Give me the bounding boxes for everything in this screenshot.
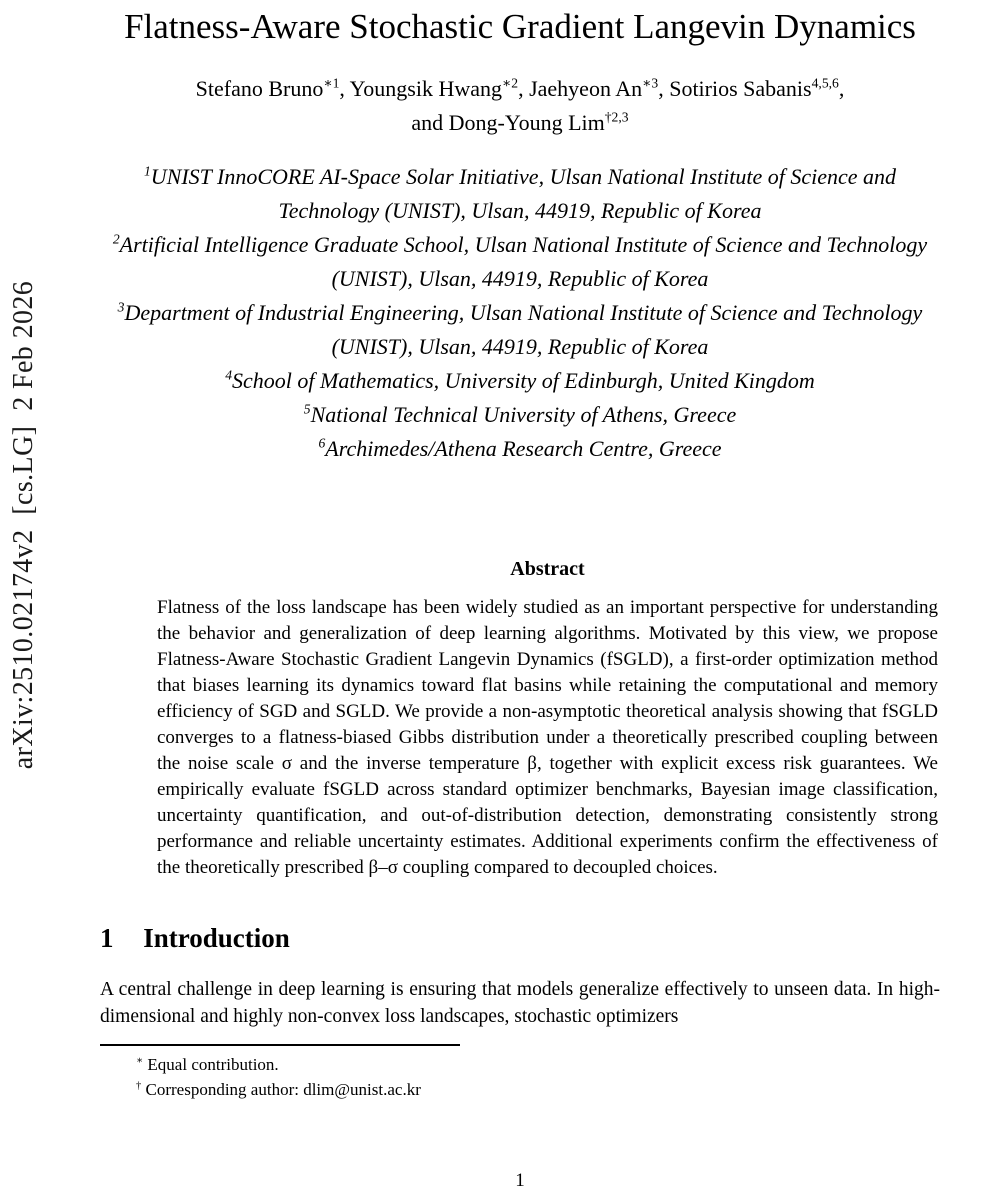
affiliation-marker: 1 xyxy=(143,163,151,179)
author-marker: †2,3 xyxy=(604,109,629,125)
page-number: 1 xyxy=(515,1170,525,1191)
authors-block xyxy=(100,72,940,140)
footnote-equal-contribution: ∗ Equal contribution. xyxy=(136,1055,279,1074)
footnote-area xyxy=(100,1044,940,1102)
arxiv-stamp: arXiv:2510.02174v2 [cs.LG] 2 Feb 2026 xyxy=(8,280,39,770)
author: Youngsik Hwang$^{∗2}$, xyxy=(349,75,530,101)
affiliation-marker: 4 xyxy=(225,367,233,383)
footnote-marker: ∗ xyxy=(136,1055,144,1067)
affiliation: $^3$Department of Industrial Engineering, Ulsan National Institute of Science and Technology (UNIST), Ulsan, 44919, Republic of Korea xyxy=(117,299,923,359)
abstract-text: Flatness of the loss landscape has been widely studied as an important perspective for understanding the behavior and generalization of deep learning algorithms. Motivated by this view, we propose Flatness-Aware Stochastic Gradient Langevin Dynamics (fSGLD), a first-order optimization method that biases learning its dynamics toward flat basins while retaining the computational and memory efficiency of SGD and SGLD. We provide a non-asymptotic theoretical analysis showing that fSGLD converges to a flatness-biased Gibbs distribution under a theoretically prescribed coupling between the noise scale σ and the inverse temperature β, together with explicit excess risk guarantees. We empirically evaluate fSGLD across standard optimizer benchmarks, Bayesian image classification, uncertainty quantification, and out-of-distribution detection, demonstrating consistently strong performance and reliable uncertainty estimates. Additional experiments confirm the effectiveness of the theoretically prescribed β–σ coupling compared to decoupled choices. xyxy=(157,597,938,878)
footnote-marker: † xyxy=(136,1080,142,1092)
footnote-corresponding-author: † Corresponding author: dlim@unist.ac.kr xyxy=(136,1080,421,1099)
section-heading-introduction xyxy=(100,923,940,954)
author: and Dong-Young Lim$^{\dagger 2,3}$ xyxy=(411,109,629,135)
author-marker: ∗3 xyxy=(642,75,659,91)
affiliation-marker: 6 xyxy=(318,435,326,451)
author: Sotirios Sabanis$^{4,5,6}$, xyxy=(669,75,845,101)
affiliation: $^2$Artificial Intelligence Graduate School, Ulsan National Institute of Science and Technology (UNIST), Ulsan, 44919, Republic of Korea xyxy=(112,231,928,291)
affiliation: $^4$School of Mathematics, University of Edinburgh, United Kingdom xyxy=(225,367,815,393)
footnote-rule xyxy=(100,1044,460,1046)
affiliation: $^6$Archimedes/Athena Research Centre, Greece xyxy=(318,435,722,461)
affiliation: $^5$National Technical University of Athens, Greece xyxy=(303,401,737,427)
author: Jaehyeon $An^{∗3}$, xyxy=(529,75,670,101)
author-marker: 4,5,6 xyxy=(811,75,839,91)
affiliation: $^1$UNIST InnoCORE AI-Space Solar Initiative, Ulsan National Institute of Science and Technology (UNIST), Ulsan, 44919, Republic of Korea xyxy=(143,163,897,223)
author-marker: ∗1 xyxy=(323,75,340,91)
paper-title: Flatness-Aware Stochastic Gradient Langevin Dynamics xyxy=(124,7,916,46)
affiliation-marker: 2 xyxy=(112,231,120,247)
affiliations-block xyxy=(100,160,940,466)
paper-content xyxy=(100,0,940,1200)
author-marker: ∗2 xyxy=(502,75,519,91)
author: Stefano Bruno$^{∗1}$, xyxy=(195,75,350,101)
affiliation-marker: 5 xyxy=(303,401,311,417)
abstract-heading: Abstract xyxy=(510,558,585,580)
section-number: 1 xyxy=(100,923,114,953)
affiliation-marker: 3 xyxy=(117,299,125,315)
intro-paragraph: A central challenge in deep learning is ensuring that models generalize effectively to unseen data. In high-dimensional and highly non-convex loss landscapes, stochastic optimizers xyxy=(100,979,940,1027)
section-title: Introduction xyxy=(143,923,290,953)
abstract-section xyxy=(157,558,938,881)
